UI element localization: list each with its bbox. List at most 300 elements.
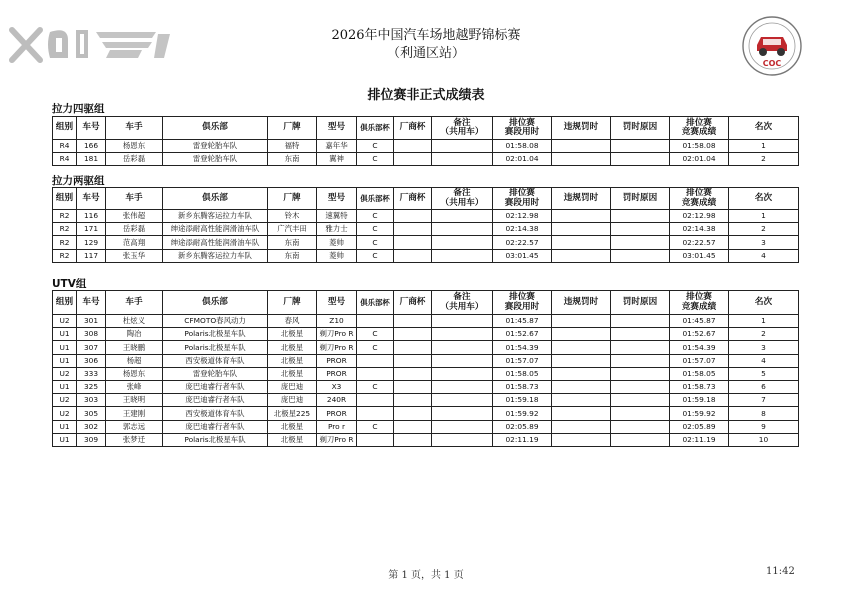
cell-brand: 东南 [268, 153, 317, 166]
cell-maker-cup [394, 210, 432, 223]
cell-brand: 庞巴迪 [268, 394, 317, 407]
cell-driver: 王建刚 [106, 407, 163, 420]
col-header-note-line1: 备注 [453, 117, 471, 128]
svg-text:COC: COC [762, 59, 782, 68]
cell-maker-cup [394, 420, 432, 433]
cell-model: Z10 [317, 315, 357, 328]
cell-class: R2 [53, 236, 77, 249]
col-header-rank: 名次 [729, 291, 799, 315]
cell-number: 166 [77, 140, 106, 153]
cell-rank: 10 [729, 433, 799, 446]
cell-class: R2 [53, 249, 77, 262]
cell-note [432, 433, 493, 446]
col-header-result-line2: 竞赛成绩 [681, 127, 717, 137]
cell-number: 308 [77, 328, 106, 341]
col-header-club: 俱乐部 [163, 291, 268, 315]
col-header-result-line1: 排位赛 [686, 188, 712, 199]
cell-result: 01:57.07 [670, 354, 729, 367]
cell-penalty-reason [611, 367, 670, 380]
cell-driver: 岳彩磊 [106, 223, 163, 236]
cell-model: 雅力士 [317, 223, 357, 236]
cell-penalty [552, 354, 611, 367]
cell-maker-cup [394, 328, 432, 341]
cell-club: Polaris北极星车队 [163, 433, 268, 446]
cell-driver: 杜炫义 [106, 315, 163, 328]
cell-rank: 2 [729, 328, 799, 341]
col-header-rank: 名次 [729, 188, 799, 210]
cell-brand: 北极星 [268, 341, 317, 354]
cell-penalty [552, 380, 611, 393]
cell-penalty-reason [611, 407, 670, 420]
col-header-number: 车号 [77, 188, 106, 210]
table-row [53, 153, 799, 166]
cell-club: 新乡东腾客运拉力车队 [163, 249, 268, 262]
cell-club: CFMOTO春风动力 [163, 315, 268, 328]
cell-penalty-reason [611, 433, 670, 446]
cell-number: 307 [77, 341, 106, 354]
cell-result: 01:58.05 [670, 367, 729, 380]
cell-note [432, 328, 493, 341]
cell-stage-time: 01:57.07 [493, 354, 552, 367]
col-header-number: 车号 [77, 117, 106, 140]
col-header-note-line1: 备注 [453, 188, 471, 199]
table-body [53, 315, 799, 447]
cell-driver: 张峰 [106, 380, 163, 393]
cell-penalty-reason [611, 380, 670, 393]
cell-club-cup [357, 354, 394, 367]
col-header-result [670, 188, 729, 210]
col-header-penalty-reason: 罚时原因 [611, 117, 670, 140]
cell-stage-time: 01:52.67 [493, 328, 552, 341]
col-header-result-line2: 竞赛成绩 [681, 301, 717, 312]
cell-stage-time: 02:11.19 [493, 433, 552, 446]
results-table-rally-2wd [52, 187, 799, 263]
table-row [53, 341, 799, 354]
cell-penalty-reason [611, 210, 670, 223]
cell-rank: 3 [729, 236, 799, 249]
cell-number: 302 [77, 420, 106, 433]
cell-penalty [552, 210, 611, 223]
col-header-penalty: 违规罚时 [552, 188, 611, 210]
col-header-result-line1: 排位赛 [686, 292, 712, 303]
cell-class: U1 [53, 328, 77, 341]
cell-note [432, 380, 493, 393]
col-header-penalty: 违规罚时 [552, 291, 611, 315]
page-indicator: 第 1 页，共 1 页 [388, 570, 464, 581]
cell-penalty-reason [611, 354, 670, 367]
col-header-note [432, 117, 493, 140]
cell-penalty [552, 341, 611, 354]
cell-club: 雷登轮胎车队 [163, 140, 268, 153]
col-header-class: 组别 [53, 188, 77, 210]
cell-number: 306 [77, 354, 106, 367]
cell-number: 171 [77, 223, 106, 236]
cell-number: 117 [77, 249, 106, 262]
cell-note [432, 223, 493, 236]
table-row [53, 380, 799, 393]
col-header-model: 型号 [317, 188, 357, 210]
table-row [53, 420, 799, 433]
cell-penalty-reason [611, 328, 670, 341]
cell-stage-time: 02:05.89 [493, 420, 552, 433]
cell-rank: 8 [729, 407, 799, 420]
cell-model: 速翼特 [317, 210, 357, 223]
cell-penalty-reason [611, 153, 670, 166]
cell-class: U1 [53, 433, 77, 446]
col-header-class: 组别 [53, 117, 77, 140]
cell-brand: 北极星 [268, 367, 317, 380]
cell-result: 02:12.98 [670, 210, 729, 223]
cell-driver: 王晓鹏 [106, 341, 163, 354]
table-header-row [53, 117, 799, 140]
cell-maker-cup [394, 354, 432, 367]
championship-seal [741, 15, 803, 77]
cell-stage-time: 02:14.38 [493, 223, 552, 236]
cell-note [432, 341, 493, 354]
cell-model: 菱帅 [317, 249, 357, 262]
cell-club: 西安极道体育车队 [163, 407, 268, 420]
cell-number: 309 [77, 433, 106, 446]
cell-club: 绅途添耐高性能润滑油车队 [163, 236, 268, 249]
cell-stage-time: 02:01.04 [493, 153, 552, 166]
cell-maker-cup [394, 433, 432, 446]
col-header-maker-cup: 厂商杯 [394, 117, 432, 140]
cell-number: 305 [77, 407, 106, 420]
cell-penalty [552, 367, 611, 380]
event-title: 2026年中国汽车场地越野锦标赛 [331, 28, 521, 43]
col-header-penalty-reason: 罚时原因 [611, 188, 670, 210]
report-subtitle: 排位赛非正式成绩表 [367, 88, 485, 103]
cell-note [432, 140, 493, 153]
cell-club-cup [357, 367, 394, 380]
cell-rank: 4 [729, 354, 799, 367]
cell-driver: 张伟超 [106, 210, 163, 223]
cell-club: 雷登轮胎车队 [163, 367, 268, 380]
cell-driver: 王晓明 [106, 394, 163, 407]
cell-note [432, 210, 493, 223]
col-header-club-cup: 俱乐部杯 [357, 291, 394, 315]
cell-rank: 3 [729, 341, 799, 354]
cell-stage-time: 02:12.98 [493, 210, 552, 223]
cell-result: 01:45.87 [670, 315, 729, 328]
cell-penalty-reason [611, 341, 670, 354]
col-header-stage-time [493, 117, 552, 140]
table-row [53, 223, 799, 236]
col-header-club: 俱乐部 [163, 117, 268, 140]
col-header-result-line2: 竞赛成绩 [681, 197, 717, 208]
cell-stage-time: 01:54.39 [493, 341, 552, 354]
cell-class: U2 [53, 315, 77, 328]
results-table-utv [52, 290, 799, 447]
table-row [53, 236, 799, 249]
cell-model: PROR [317, 354, 357, 367]
cell-club-cup: C [357, 236, 394, 249]
cell-class: R4 [53, 153, 77, 166]
cell-club: 绅途添耐高性能润滑油车队 [163, 223, 268, 236]
cell-maker-cup [394, 153, 432, 166]
table-row [53, 210, 799, 223]
table-header-row [53, 291, 799, 315]
cell-result: 02:11.19 [670, 433, 729, 446]
cell-driver: 杨超 [106, 354, 163, 367]
col-header-driver: 车手 [106, 291, 163, 315]
cell-club-cup: C [357, 210, 394, 223]
cell-club-cup: C [357, 328, 394, 341]
cell-club: 庞巴迪睿行者车队 [163, 420, 268, 433]
cell-note [432, 315, 493, 328]
cell-brand: 北极星 [268, 328, 317, 341]
table-row [53, 394, 799, 407]
cell-penalty [552, 223, 611, 236]
cell-result: 02:14.38 [670, 223, 729, 236]
cell-club-cup: C [357, 341, 394, 354]
cell-result: 03:01.45 [670, 249, 729, 262]
cell-result: 01:54.39 [670, 341, 729, 354]
cell-club-cup: C [357, 420, 394, 433]
col-header-stage-time [493, 188, 552, 210]
cell-penalty [552, 328, 611, 341]
cell-maker-cup [394, 249, 432, 262]
cell-club-cup: C [357, 223, 394, 236]
cell-note [432, 249, 493, 262]
cell-brand: 北极星 [268, 433, 317, 446]
col-header-club: 俱乐部 [163, 188, 268, 210]
cell-brand: 福特 [268, 140, 317, 153]
cell-club: Polaris北极星车队 [163, 328, 268, 341]
cell-penalty-reason [611, 249, 670, 262]
cell-maker-cup [394, 367, 432, 380]
cell-result: 01:59.18 [670, 394, 729, 407]
cell-penalty-reason [611, 394, 670, 407]
table-row [53, 354, 799, 367]
cell-driver: 范高翔 [106, 236, 163, 249]
cell-model: 翼神 [317, 153, 357, 166]
group-label-rally-4wd: 拉力四驱组 [52, 103, 105, 115]
cell-club-cup: C [357, 380, 394, 393]
cell-brand: 北极星 [268, 420, 317, 433]
cell-club-cup [357, 407, 394, 420]
cell-penalty [552, 249, 611, 262]
cell-club: 庞巴迪睿行者车队 [163, 380, 268, 393]
cell-note [432, 153, 493, 166]
cell-stage-time: 01:59.92 [493, 407, 552, 420]
cell-number: 116 [77, 210, 106, 223]
cell-number: 325 [77, 380, 106, 393]
col-header-note-line1: 备注 [453, 292, 471, 303]
col-header-model: 型号 [317, 117, 357, 140]
cell-maker-cup [394, 140, 432, 153]
table-row [53, 328, 799, 341]
cell-stage-time: 03:01.45 [493, 249, 552, 262]
cell-penalty-reason [611, 315, 670, 328]
col-header-note-line2: （共用车） [440, 301, 484, 312]
col-header-result-line1: 排位赛 [686, 117, 712, 128]
cell-driver: 杨恩东 [106, 140, 163, 153]
cell-class: R4 [53, 140, 77, 153]
cell-number: 303 [77, 394, 106, 407]
cell-brand: 北极星225 [268, 407, 317, 420]
cell-maker-cup [394, 315, 432, 328]
cell-note [432, 367, 493, 380]
cell-model: Pro r [317, 420, 357, 433]
table-row [53, 433, 799, 446]
cell-rank: 2 [729, 223, 799, 236]
cell-stage-time: 01:58.73 [493, 380, 552, 393]
cell-club-cup [357, 394, 394, 407]
col-header-maker-cup: 厂商杯 [394, 188, 432, 210]
table-row [53, 367, 799, 380]
cell-note [432, 354, 493, 367]
group-label-utv: UTV组 [52, 278, 87, 290]
cell-class: U1 [53, 380, 77, 393]
cell-driver: 杨恩东 [106, 367, 163, 380]
col-header-brand: 厂牌 [268, 188, 317, 210]
cell-stage-time: 02:22.57 [493, 236, 552, 249]
col-header-note [432, 291, 493, 315]
col-header-driver: 车手 [106, 117, 163, 140]
cell-model: 嘉年华 [317, 140, 357, 153]
cell-rank: 1 [729, 140, 799, 153]
cell-penalty [552, 394, 611, 407]
cell-class: U1 [53, 354, 77, 367]
col-header-note [432, 188, 493, 210]
cell-result: 02:01.04 [670, 153, 729, 166]
cell-result: 02:22.57 [670, 236, 729, 249]
cell-stage-time: 01:59.18 [493, 394, 552, 407]
cell-note [432, 394, 493, 407]
cell-model: PROR [317, 407, 357, 420]
cell-class: R2 [53, 210, 77, 223]
cell-number: 129 [77, 236, 106, 249]
print-time: 11:42 [766, 566, 795, 577]
cell-note [432, 236, 493, 249]
col-header-stage-time-line1: 排位赛 [509, 292, 535, 303]
cell-number: 333 [77, 367, 106, 380]
cell-club-cup [357, 433, 394, 446]
cell-class: U2 [53, 407, 77, 420]
cell-rank: 1 [729, 210, 799, 223]
cell-brand: 庞巴迪 [268, 380, 317, 393]
col-header-note-line2: （共用车） [440, 197, 484, 208]
cell-result: 01:59.92 [670, 407, 729, 420]
cell-result: 01:58.08 [670, 140, 729, 153]
cell-note [432, 407, 493, 420]
cell-penalty-reason [611, 236, 670, 249]
cell-driver: 张梦迁 [106, 433, 163, 446]
cell-class: U1 [53, 420, 77, 433]
col-header-driver: 车手 [106, 188, 163, 210]
col-header-result [670, 117, 729, 140]
col-header-rank: 名次 [729, 117, 799, 140]
col-header-stage-time-line1: 排位赛 [509, 188, 535, 199]
cell-model: PROR [317, 367, 357, 380]
table-row [53, 140, 799, 153]
cell-maker-cup [394, 341, 432, 354]
table-header-row [53, 188, 799, 210]
cell-club: 雷登轮胎车队 [163, 153, 268, 166]
cell-maker-cup [394, 380, 432, 393]
cell-rank: 7 [729, 394, 799, 407]
cell-result: 01:52.67 [670, 328, 729, 341]
cell-result: 02:05.89 [670, 420, 729, 433]
cell-model: 剃刀Pro R [317, 341, 357, 354]
cell-club: Polaris北极星车队 [163, 341, 268, 354]
cell-club: 西安极道体育车队 [163, 354, 268, 367]
cell-class: U2 [53, 394, 77, 407]
cell-club: 新乡东腾客运拉力车队 [163, 210, 268, 223]
cell-maker-cup [394, 236, 432, 249]
cell-maker-cup [394, 394, 432, 407]
cell-driver: 郭志远 [106, 420, 163, 433]
col-header-stage-time [493, 291, 552, 315]
cell-penalty [552, 315, 611, 328]
col-header-penalty-reason: 罚时原因 [611, 291, 670, 315]
cell-class: R2 [53, 223, 77, 236]
cell-penalty-reason [611, 223, 670, 236]
col-header-stage-time-line1: 排位赛 [509, 117, 535, 128]
results-table-rally-4wd [52, 116, 799, 166]
cell-class: U2 [53, 367, 77, 380]
cell-club-cup [357, 315, 394, 328]
cell-driver: 陶冶 [106, 328, 163, 341]
col-header-penalty: 违规罚时 [552, 117, 611, 140]
cell-club-cup: C [357, 140, 394, 153]
cell-rank: 4 [729, 249, 799, 262]
cell-model: 240R [317, 394, 357, 407]
col-header-class: 组别 [53, 291, 77, 315]
cell-penalty-reason [611, 420, 670, 433]
cell-brand: 铃木 [268, 210, 317, 223]
col-header-note-line2: （共用车） [440, 127, 484, 137]
col-header-stage-time-line2: 赛段用时 [504, 301, 540, 312]
table-body [53, 210, 799, 263]
cell-model: 剃刀Pro R [317, 433, 357, 446]
cell-rank: 6 [729, 380, 799, 393]
table-row [53, 249, 799, 262]
col-header-result [670, 291, 729, 315]
cell-club-cup: C [357, 249, 394, 262]
cell-class: U1 [53, 341, 77, 354]
cell-brand: 北极星 [268, 354, 317, 367]
table-row [53, 407, 799, 420]
cell-penalty [552, 153, 611, 166]
col-header-number: 车号 [77, 291, 106, 315]
col-header-stage-time-line2: 赛段用时 [504, 127, 540, 137]
cell-model: X3 [317, 380, 357, 393]
col-header-model: 型号 [317, 291, 357, 315]
table-body [53, 140, 799, 166]
group-label-rally-2wd: 拉力两驱组 [52, 175, 105, 187]
cell-brand: 春风 [268, 315, 317, 328]
cell-maker-cup [394, 407, 432, 420]
col-header-club-cup: 俱乐部杯 [357, 117, 394, 140]
cell-brand: 广汽丰田 [268, 223, 317, 236]
cell-rank: 1 [729, 315, 799, 328]
cell-model: 剃刀Pro R [317, 328, 357, 341]
cell-penalty [552, 407, 611, 420]
cell-club-cup: C [357, 153, 394, 166]
cell-brand: 东南 [268, 249, 317, 262]
col-header-stage-time-line2: 赛段用时 [504, 197, 540, 208]
cell-club: 庞巴迪睿行者车队 [163, 394, 268, 407]
cell-penalty [552, 433, 611, 446]
cell-model: 菱帅 [317, 236, 357, 249]
col-header-brand: 厂牌 [268, 117, 317, 140]
cell-penalty [552, 420, 611, 433]
cell-result: 01:58.73 [670, 380, 729, 393]
cell-penalty [552, 140, 611, 153]
col-header-brand: 厂牌 [268, 291, 317, 315]
